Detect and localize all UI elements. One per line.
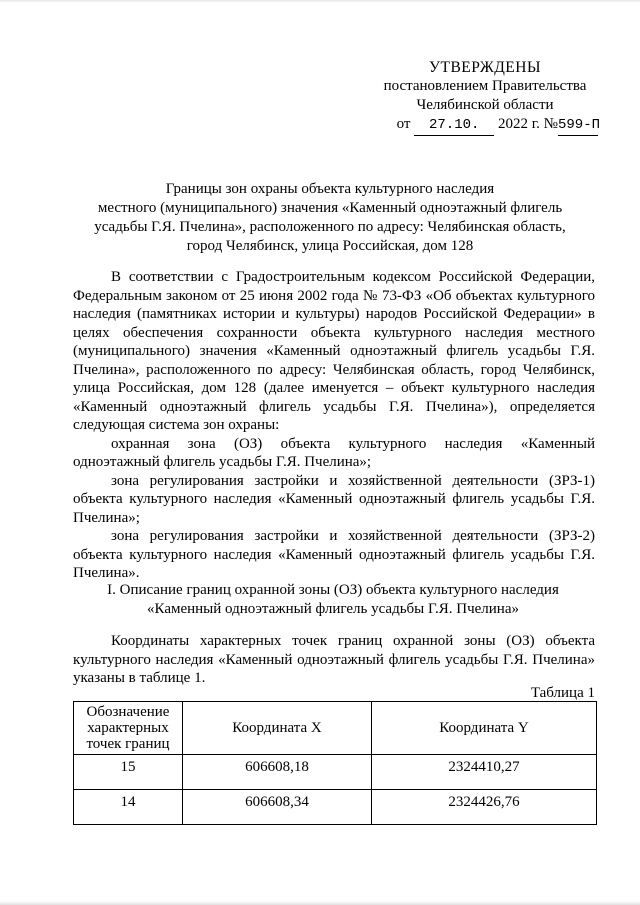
title-line-3: усадьбы Г.Я. Пчелина», расположенного по адресу: Челябинская область, <box>94 219 566 235</box>
year-text: 2022 г. № <box>497 116 558 132</box>
coordinates-table <box>73 701 597 825</box>
intro-paragraph: В соответствии с Градостроительным кодексом Российской Федерации, Федеральным законом от 25 июня 2002 года № 73-ФЗ «Об объектах культурного наследия (памятниках истории и культуры) народов Российской Федерации» в целях обеспечения сохранности объекта культурного наследия местного (муниципального) значения «Каменный одноэтажный флигель усадьбы Г.Я. Пчелина», расположенного по адресу: Челябинская область, город Челябинск, улица Российская, дом 128 (далее именуется – объект культурного наследия «Каменный одноэтажный флигель усадьбы Г.Я. Пчелина»), определяется следующая система зон охраны: <box>73 269 595 433</box>
x-cell: 606608,34 <box>183 790 372 825</box>
y-cell: 2324410,27 <box>372 755 597 790</box>
section-heading-line-2: «Каменный одноэтажный флигель усадьбы Г.Я. Пчелина» <box>147 601 519 617</box>
approval-line-1: постановлением Правительства <box>383 78 587 94</box>
title-line-1: Границы зон охраны объекта культурного наследия <box>165 181 495 197</box>
date-value: 27.10. <box>414 116 494 136</box>
scan-edge-bottom <box>0 901 640 905</box>
document-title <box>70 180 590 256</box>
section-heading <box>70 581 596 619</box>
coordinates-paragraph: Координаты характерных точек границ охранной зоны (ОЗ) объекта культурного наследия «Каменный одноэтажный флигель усадьбы Г.Я. Пчелина» указаны в таблице 1. <box>73 633 595 686</box>
section-heading-line-1: I. Описание границ охранной зоны (ОЗ) объекта культурного наследия <box>107 582 559 598</box>
zone-item-zrz2: зона регулирования застройки и хозяйственной деятельности (ЗРЗ-2) объекта культурного наследия «Каменный одноэтажный флигель усадьбы Г.Я. Пчелина». <box>73 528 595 581</box>
zone-item-zrz1: зона регулирования застройки и хозяйственной деятельности (ЗРЗ-1) объекта культурного наследия «Каменный одноэтажный флигель усадьбы Г.Я. Пчелина»; <box>73 472 595 526</box>
title-line-2: местного (муниципального) значения «Каменный одноэтажный флигель <box>97 200 563 216</box>
approval-date-line <box>370 115 600 136</box>
approval-line-2: Челябинской области <box>416 97 554 113</box>
y-cell: 2324426,76 <box>372 790 597 825</box>
title-line-4: город Челябинск, улица Российская, дом 128 <box>186 238 474 254</box>
table-header-row <box>74 702 597 755</box>
approval-heading: УТВЕРЖДЕНЫ <box>429 59 541 76</box>
header-point: Обозначение характерных точек границ <box>74 702 183 755</box>
decree-number: 599-П <box>558 116 598 136</box>
zone-item-oz: охранная зона (ОЗ) объекта культурного наследия «Каменный одноэтажный флигель усадьбы Г.Я. Пчелина»; <box>73 435 595 470</box>
approval-block <box>370 58 600 136</box>
table-caption: Таблица 1 <box>530 685 595 701</box>
point-cell: 14 <box>74 790 183 825</box>
table-row <box>74 755 597 790</box>
body-text <box>73 268 595 583</box>
table-row <box>74 790 597 825</box>
header-y: Координата Y <box>372 702 597 755</box>
date-prefix: от <box>396 116 411 132</box>
scan-edge-top <box>0 0 640 3</box>
x-cell: 606608,18 <box>183 755 372 790</box>
point-cell: 15 <box>74 755 183 790</box>
header-x: Координата X <box>183 702 372 755</box>
